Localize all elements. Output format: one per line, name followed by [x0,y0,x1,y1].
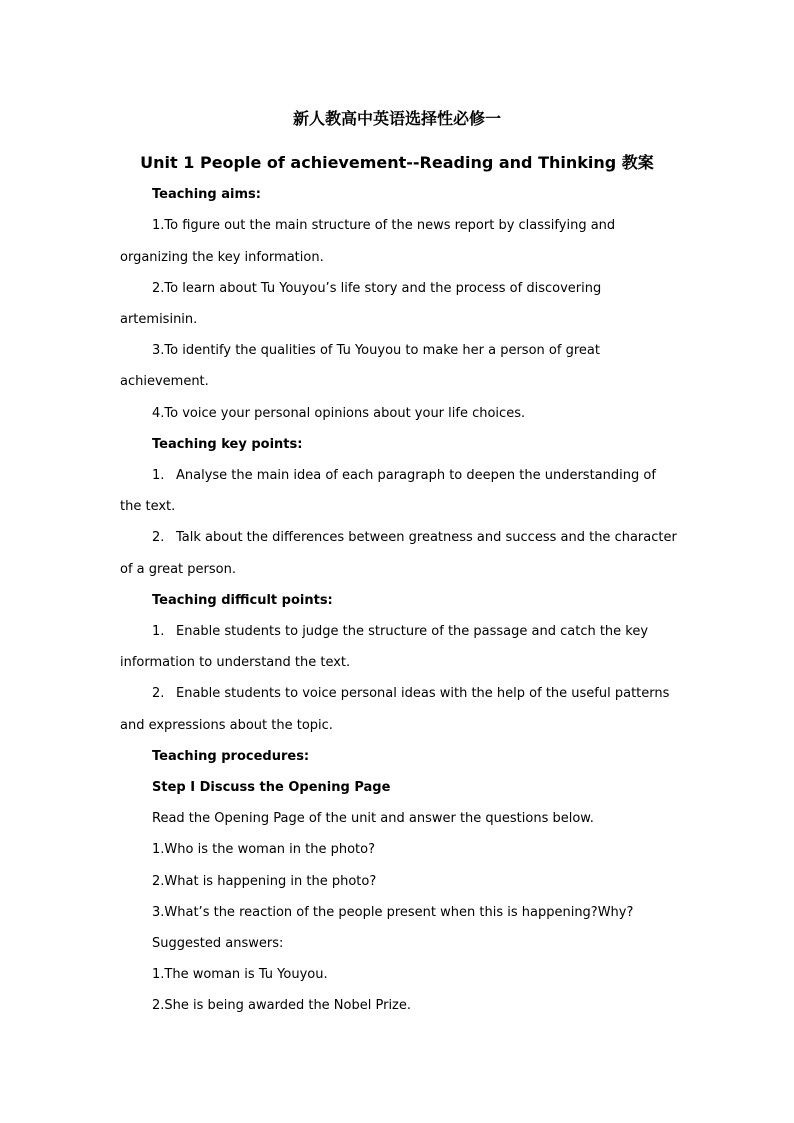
aim-3-line-1: 3.To identify the qualities of Tu Youyou to make her a person of great [152,343,600,358]
difficult-points-heading: Teaching difficult points: [152,593,333,608]
key-point-1-text: Analyse the main idea of each paragraph to deepen the understanding of [176,468,656,483]
difficult-point-2-text: Enable students to voice personal ideas with the help of the useful patterns [176,686,670,701]
key-point-1-line-2: the text. [120,499,176,514]
key-point-2-line-2: of a great person. [120,562,236,577]
procedures-heading: Teaching procedures: [152,749,310,764]
difficult-point-1-line-1 [152,623,648,641]
aim-3-line-2: achievement. [120,374,209,389]
key-point-1-number: 1. [152,468,165,483]
answers-heading: Suggested answers: [152,936,284,951]
step-1-intro: Read the Opening Page of the unit and answer the questions below. [152,811,594,826]
key-point-2-text: Talk about the differences between greatness and success and the character [176,530,677,545]
aim-2-line-2: artemisinin. [120,312,198,327]
question-2: 2.What is happening in the photo? [152,874,377,889]
difficult-point-1-line-2: information to understand the text. [120,655,351,670]
key-point-2-line-1 [152,529,677,547]
aim-4-line-1: 4.To voice your personal opinions about your life choices. [152,406,526,421]
step-1-heading: Step Ⅰ Discuss the Opening Page [152,780,391,795]
question-3: 3.What’s the reaction of the people present when this is happening?Why? [152,905,634,920]
key-point-2-number: 2. [152,530,165,545]
document-title: 新人教高中英语选择性必修一 [292,109,501,128]
aim-1-line-2: organizing the key information. [120,250,324,265]
difficult-point-2-line-1 [152,685,669,703]
aims-heading: Teaching aims: [152,187,261,202]
document-subtitle: Unit 1 People of achievement--Reading and Thinking 教案 [140,153,654,172]
answer-1: 1.The woman is Tu Youyou. [152,967,328,982]
question-1: 1.Who is the woman in the photo? [152,842,375,857]
difficult-point-1-text: Enable students to judge the structure of the passage and catch the key [176,624,649,639]
key-points-heading: Teaching key points: [152,437,303,452]
key-point-1-line-1 [152,467,656,485]
difficult-point-1-number: 1. [152,624,165,639]
answer-2: 2.She is being awarded the Nobel Prize. [152,998,412,1013]
aim-2-line-1: 2.To learn about Tu Youyou’s life story and the process of discovering [152,281,602,296]
difficult-point-2-line-2: and expressions about the topic. [120,718,333,733]
aim-1-line-1: 1.To figure out the main structure of the news report by classifying and [152,218,616,233]
difficult-point-2-number: 2. [152,686,165,701]
